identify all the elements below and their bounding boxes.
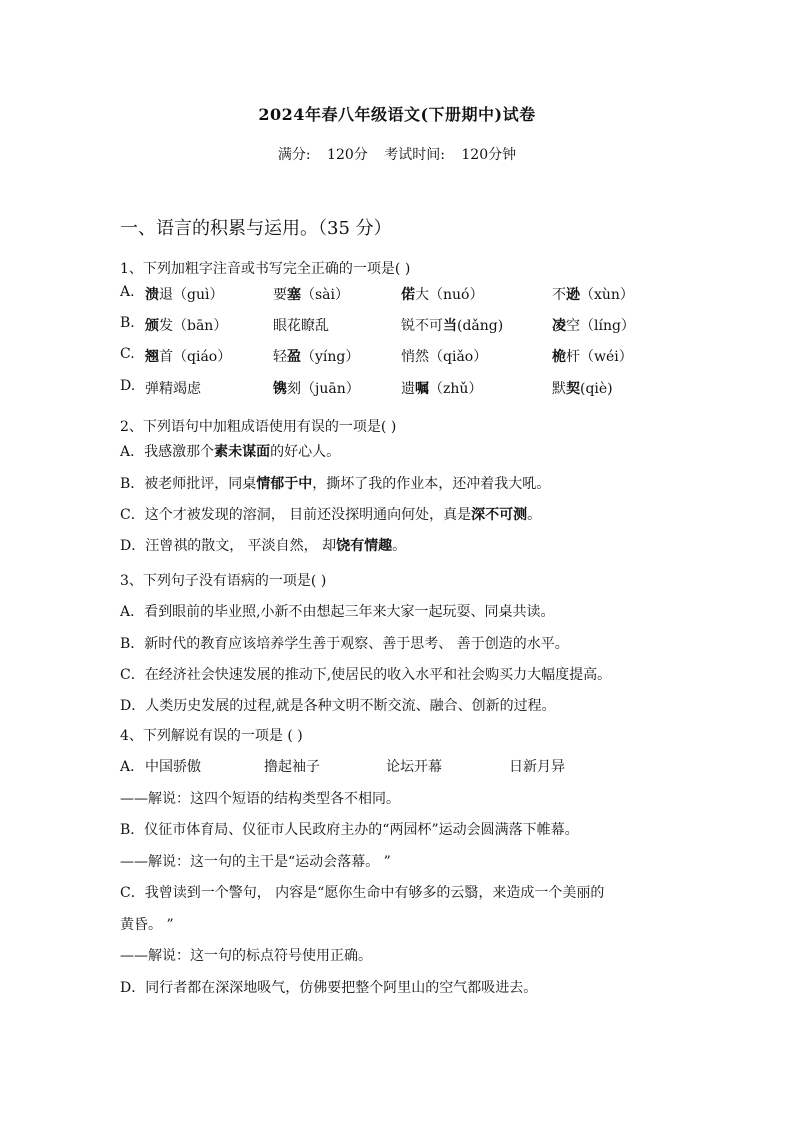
q1-word-item [401, 346, 487, 366]
q1-word-item [552, 315, 635, 335]
q1-option-letter: A. [120, 284, 135, 300]
q4-a-item: 撸起袖子 [264, 759, 320, 775]
q4-option-d: D．同行者都在深深地吸气，仿佛要把整个阿里山的空气都吸进去。 [120, 980, 538, 996]
q1-word-item [273, 284, 349, 304]
exam-title: 2024年春八年级语文(下册期中)试卷 [258, 105, 536, 124]
time-label: 考试时间: [384, 147, 445, 163]
time-value: 120分钟 [461, 147, 517, 163]
word-text: 默 [552, 381, 566, 397]
word-text: 弹精竭虑 [145, 381, 201, 397]
bold-character: 偌 [401, 287, 415, 303]
word-text: （xùn） [580, 287, 634, 303]
word-text: 大（nuó） [415, 287, 484, 303]
word-text: 刻（juān） [287, 381, 360, 397]
q4-option-c-cont: 黄昏。 ” [120, 917, 174, 933]
option-text: D．汪曾祺的散文， 平淡自然， 却 [120, 538, 337, 554]
q1-word-item [552, 378, 613, 398]
word-text: （zhǔ） [429, 381, 483, 397]
bold-character: 契 [566, 381, 580, 397]
bold-character: 盈 [287, 349, 301, 365]
q4-option-c: C．我曾读到一个警句， 内容是“愿你生命中有够多的云翳，来造成一个美丽的 [120, 885, 605, 901]
word-text: 不 [552, 287, 566, 303]
q1-word-item [273, 378, 360, 398]
q2-option [120, 473, 550, 493]
q1-word-item [145, 378, 201, 398]
bold-character: 凌 [552, 318, 566, 334]
q2-stem: 2、下列语句中加粗成语使用有误的一项是( ) [120, 419, 397, 435]
option-text: B．被老师批评，同桌 [120, 476, 257, 492]
score-label: 满分: [277, 147, 311, 163]
q1-option-letter: D. [120, 378, 136, 394]
option-text: 的好心人。 [270, 444, 341, 460]
exam-meta [0, 144, 794, 164]
word-text: 退（guì） [159, 287, 224, 303]
q1-word-item [552, 284, 634, 304]
q2-option [120, 504, 541, 524]
q3-option-a: A．看到眼前的毕业照,小新不由想起三年来大家一起玩耍、同桌共读。 [120, 604, 555, 620]
q3-stem: 3、下列句子没有语病的一项是( ) [120, 573, 327, 589]
word-text: 空（líng） [566, 318, 635, 334]
word-text: 眼花瞭乱 [273, 318, 329, 334]
bold-character: 塞 [287, 287, 301, 303]
q1-word-item [273, 315, 329, 335]
bold-character: 溃 [145, 287, 159, 303]
word-text: （sài） [301, 287, 350, 303]
option-text: C．这个才被发现的溶洞， 目前还没探明通向何处，真是 [120, 507, 472, 523]
word-text: 轻 [273, 349, 287, 365]
option-text: ，撕坏了我的作业本，还冲着我大吼。 [312, 476, 551, 492]
q2-option [120, 535, 406, 555]
q1-stem: 1、下列加粗字注音或书写完全正确的一项是( ) [120, 261, 411, 277]
bold-idiom: 素未谋面 [214, 444, 271, 460]
q1-option-letter: C. [120, 346, 135, 362]
bold-character: 镌 [273, 381, 287, 397]
word-text: （yíng） [301, 349, 360, 365]
q4-explanation-a: ——解说：这四个短语的结构类型各不相同。 [120, 791, 400, 807]
word-text: 首（qiáo） [159, 349, 232, 365]
bold-character: 嘱 [415, 381, 429, 397]
option-text: 。 [527, 507, 542, 523]
word-text: 杆（wéi） [566, 349, 633, 365]
q4-option-a-letter: A． [120, 759, 145, 775]
word-text: 遗 [401, 381, 415, 397]
word-text: (dǎng) [457, 318, 504, 334]
q4-a-item: 日新月异 [509, 759, 565, 775]
bold-character: 逊 [566, 287, 580, 303]
q1-word-item [273, 346, 359, 366]
option-text: A．我感激那个 [120, 444, 215, 460]
q4-option-b: B．仪征市体育局、仪征市人民政府主办的“两园杯”运动会圆满落下帷幕。 [120, 822, 579, 838]
bold-idiom: 情郁于中 [256, 476, 313, 492]
section-title: 一、语言的积累与运用。（35 分） [120, 218, 392, 239]
q1-word-item [552, 346, 633, 366]
q4-a-item: 中国骄傲 [145, 759, 201, 775]
q4-explanation-b: ——解说：这一句的主干是“运动会落幕。 ” [120, 854, 391, 870]
word-text: 要 [273, 287, 287, 303]
q4-explanation-c: ——解说：这一句的标点符号使用正确。 [120, 948, 372, 964]
bold-idiom: 饶有情趣 [336, 538, 393, 554]
q3-option-c: C．在经济社会快速发展的推动下,使居民的收入水平和社会购买力大幅度提高。 [120, 667, 612, 683]
q1-word-item [401, 378, 482, 398]
word-text: 悄然（qiǎo） [401, 349, 488, 365]
q1-word-item [145, 315, 227, 335]
word-text: 发（bān） [159, 318, 228, 334]
q1-word-item [145, 346, 231, 366]
word-text: (qiè) [580, 381, 613, 397]
q2-option [120, 441, 340, 461]
word-text: 锐不可 [401, 318, 443, 334]
q4-a-item: 论坛开幕 [386, 759, 442, 775]
q3-option-b: B．新时代的教育应该培养学生善于观察、善于思考、 善于创造的水平。 [120, 636, 569, 652]
bold-character: 颁 [145, 318, 159, 334]
score-value: 120分 [327, 147, 368, 163]
q3-option-d: D．人类历史发展的过程,就是各种文明不断交流、融合、创新的过程。 [120, 698, 556, 714]
q1-option-letter: B. [120, 315, 135, 331]
q1-word-item [401, 284, 483, 304]
bold-idiom: 深不可测 [471, 507, 528, 523]
q1-word-item [145, 284, 223, 304]
q1-word-item [401, 315, 503, 335]
option-text: 。 [392, 538, 407, 554]
bold-character: 翘 [145, 349, 159, 365]
bold-character: 当 [443, 318, 457, 334]
bold-character: 桅 [552, 349, 566, 365]
q4-stem: 4、下列解说有误的一项是 ( ) [120, 728, 303, 744]
